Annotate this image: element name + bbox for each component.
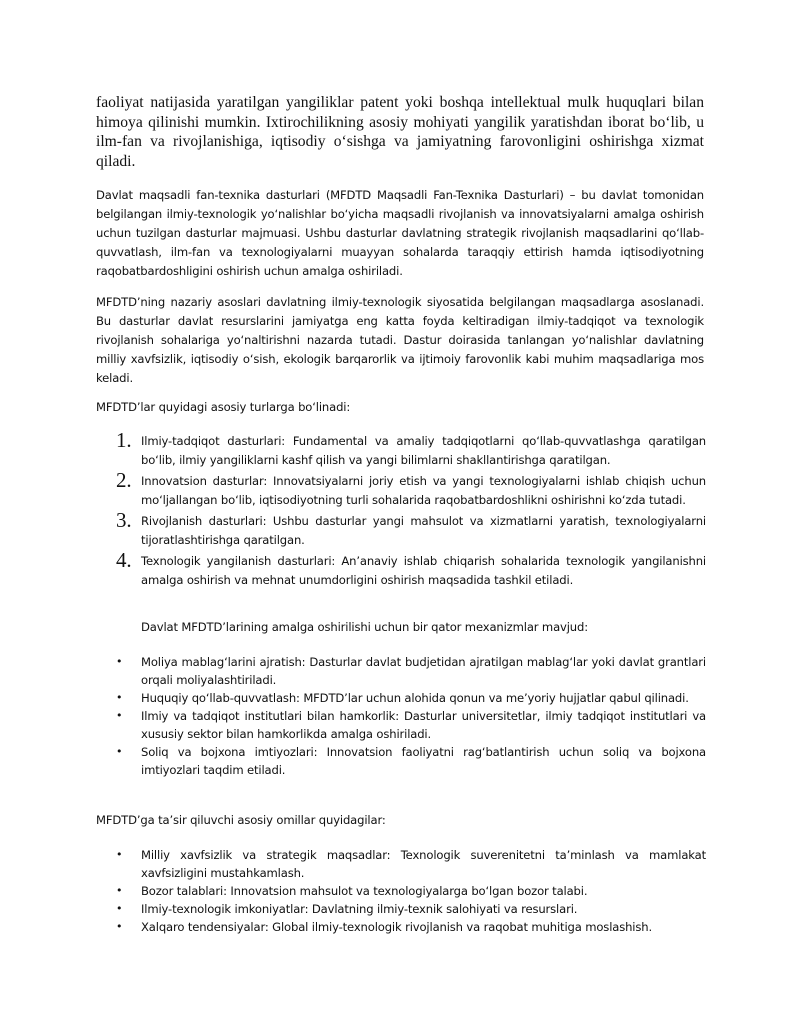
list-item-text: Texnologik yangilanish dasturlari: An’anaviy ishlab chiqarish sohalarida texnologik yangilanishni amalga oshirish va mehnat unumdorligini oshirish maqsadida tashkil etiladi. bbox=[141, 554, 706, 587]
bullet-icon: • bbox=[116, 709, 123, 722]
list-item bbox=[116, 918, 706, 936]
list-item-text: Milliy xavfsizlik va strategik maqsadlar: Texnologik suverenitetni ta’minlash va mamlakat xavfsizligini mustahkamlash. bbox=[141, 848, 706, 880]
list-number: 1. bbox=[116, 428, 132, 452]
bullet-icon: • bbox=[116, 902, 123, 915]
list-item bbox=[116, 882, 706, 900]
list-item bbox=[116, 508, 706, 550]
list-item-text: Xalqaro tendensiyalar: Global ilmiy-texnologik rivojlanish va raqobat muhitiga moslashish. bbox=[141, 920, 652, 934]
list-item-text: Ilmiy-tadqiqot dasturlari: Fundamental va amaliy tadqiqotlarni qo‘llab-quvvatlashga qaratilgan bo‘lib, ilmiy yangiliklarni kashf qilish va yangi bilimlarni shakllantirishga qaratilgan. bbox=[141, 434, 706, 467]
mechanisms-heading: Davlat MFDTD’larining amalga oshirilishi uchun bir qator mexanizmlar mavjud: bbox=[141, 620, 588, 634]
list-item bbox=[116, 428, 706, 470]
types-heading: MFDTD’lar quyidagi asosiy turlarga bo‘linadi: bbox=[96, 400, 351, 414]
list-item-text: Huquqiy qo‘llab-quvvatlash: MFDTD’lar uchun alohida qonun va me’yoriy hujjatlar qabul qilinadi. bbox=[141, 691, 689, 705]
list-item bbox=[116, 900, 706, 918]
bullet-icon: • bbox=[116, 691, 123, 704]
list-number: 2. bbox=[116, 468, 132, 492]
list-item-text: Soliq va bojxona imtiyozlari: Innovatsion faoliyatni rag‘batlantirish uchun soliq va bojxona imtiyozlari taqdim etiladi. bbox=[141, 745, 706, 777]
bullet-icon: • bbox=[116, 884, 123, 897]
list-number: 4. bbox=[116, 548, 132, 572]
paragraph-definition: Davlat maqsadli fan-texnika dasturlari (MFDTD Maqsadli Fan-Texnika Dasturlari) – bu davlat tomonidan belgilangan ilmiy-texnologik yo‘nalishlar bo‘yicha maqsadli rivojlanish va innovatsiyalarni amalga oshirish uchun tuzilgan dasturlar majmuasi. Ushbu dasturlar davlatning strategik rivojlanish maqsadlarini qo‘llab-quvvatlash, ilm-fan va texnologiyalarni muayyan sohalarda taraqqiy ettirish hamda iqtisodiyotning raqobatbardoshligini oshirish uchun amalga oshiriladi. bbox=[96, 188, 704, 278]
list-item-text: Ilmiy va tadqiqot institutlari bilan hamkorlik: Dasturlar universitetlar, ilmiy tadqiqot institutlari va xususiy sektor bilan hamkorlikda amalga oshiriladi. bbox=[141, 709, 706, 741]
list-item bbox=[116, 707, 706, 743]
intro-paragraph: faoliyat natijasida yaratilgan yangiliklar patent yoki boshqa intellektual mulk huquqlari bilan himoya qilinishi mumkin. Ixtirochilikning asosiy mohiyati yangilik yaratishdan iborat bo‘lib, u ilm-fan va rivojlanishiga, iqtisodiy o‘sishga va jamiyatning farovonligini oshirishga xizmat qiladi. bbox=[96, 94, 704, 170]
bullet-icon: • bbox=[116, 655, 123, 668]
mechanisms-list bbox=[116, 653, 706, 779]
bullet-icon: • bbox=[116, 920, 123, 933]
list-item bbox=[116, 468, 706, 510]
paragraph-theory: MFDTD’ning nazariy asoslari davlatning ilmiy-texnologik siyosatida belgilangan maqsadlarga asoslanadi. Bu dasturlar davlat resurslarini jamiyatga eng katta foyda keltiradigan ilmiy-tadqiqot va texnologik rivojlanish sohalariga yo‘naltirishni nazarda tutadi. Dastur doirasida tanlangan yo‘nalishlar davlatning milliy xavfsizlik, iqtisodiy o‘sish, ekologik barqarorlik va ijtimoiy farovonlik kabi muhim maqsadlariga mos keladi. bbox=[96, 295, 704, 385]
factors-list bbox=[116, 846, 706, 936]
bullet-icon: • bbox=[116, 848, 123, 861]
bullet-icon: • bbox=[116, 745, 123, 758]
list-item bbox=[116, 846, 706, 882]
list-number: 3. bbox=[116, 508, 132, 532]
factors-heading: MFDTD’ga ta’sir qiluvchi asosiy omillar quyidagilar: bbox=[96, 813, 386, 827]
list-item-text: Moliya mablag‘larini ajratish: Dasturlar davlat budjetidan ajratilgan mablag‘lar yoki davlat grantlari orqali moliyalashtiriladi. bbox=[141, 655, 706, 687]
types-list bbox=[116, 428, 706, 592]
list-item bbox=[116, 653, 706, 689]
list-item-text: Ilmiy-texnologik imkoniyatlar: Davlatning ilmiy-texnik salohiyati va resurslari. bbox=[141, 902, 578, 916]
list-item bbox=[116, 548, 706, 590]
list-item bbox=[116, 689, 706, 707]
list-item-text: Rivojlanish dasturlari: Ushbu dasturlar yangi mahsulot va xizmatlarni yaratish, texnologiyalarni tijoratlashtirishga qaratilgan. bbox=[141, 514, 706, 547]
list-item-text: Bozor talablari: Innovatsion mahsulot va texnologiyalarga bo‘lgan bozor talabi. bbox=[141, 884, 588, 898]
list-item-text: Innovatsion dasturlar: Innovatsiyalarni joriy etish va yangi texnologiyalarni ishlab chiqish uchun mo‘ljallangan bo‘lib, iqtisodiyotning turli sohalarida raqobatbardoshlikni oshirishni ko‘zda tutadi. bbox=[141, 474, 706, 507]
list-item bbox=[116, 743, 706, 779]
